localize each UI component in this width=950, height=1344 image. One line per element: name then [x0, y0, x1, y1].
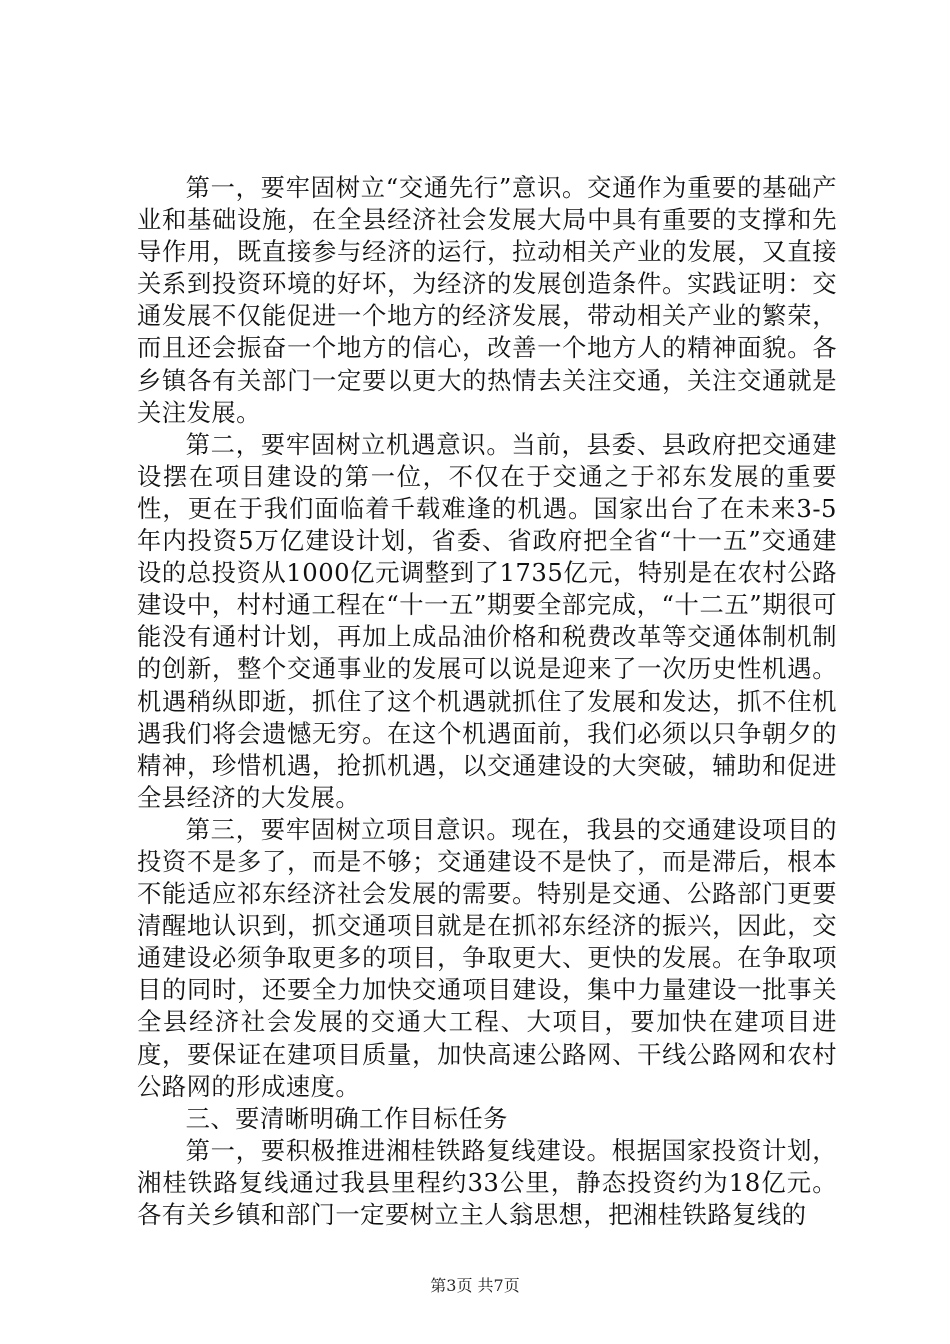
paragraph-project: 第三，要牢固树立项目意识。现在，我县的交通建设项目的投资不是多了，而是不够；交通建设不是快了，而是滞后，根本不能适应祁东经济社会发展的需要。特别是交通、公路部门更要清醒地认识到，抓交通项目就是在抓祁东经济的振兴，因此，交通建设必须争取更多的项目，争取更大、更快的发展。在争取项目的同时，还要全力加快交通项目建设，集中力量建设一批事关全县经济社会发展的交通大工程、大项目，要加快在建项目进度，要保证在建项目质量，加快高速公路网、干线公路网和农村公路网的形成速度。 — [137, 814, 837, 1101]
section-heading: 三、要清晰明确工作目标任务 — [185, 1103, 508, 1133]
paragraph-opportunity: 第二，要牢固树立机遇意识。当前，县委、县政府把交通建设摆在项目建设的第一位，不仅在于交通之于祁东发展的重要性，更在于我们面临着千载难逢的机遇。国家出台了在未来3-5年内投资5万亿建设计划，省委、省政府把全省“十一五”交通建设的总投资从1000亿元调整到了1735亿元，特别是在农村公路建设中，村村通工程在“十一五”期要全部完成，“十二五”期很可能没有通村计划，再加上成品油价格和税费改革等交通体制机制的创新，整个交通事业的发展可以说是迎来了一次历史性机遇。机遇稍纵即逝，抓住了这个机遇就抓住了发展和发达，抓不住机遇我们将会遗憾无穷。在这个机遇面前，我们必须以只争朝夕的精神，珍惜机遇，抢抓机遇，以交通建设的大突破，辅助和促进全县经济的大发展。 — [137, 429, 837, 812]
document-body — [137, 172, 837, 1231]
page-footer: 第3页 共7页 — [430, 1276, 520, 1295]
paragraph-traffic-first: 第一，要牢固树立“交通先行”意识。交通作为重要的基础产业和基础设施，在全县经济社会发展大局中具有重要的支撑和先导作用，既直接参与经济的运行，拉动相关产业的发展，又直接关系到投资环境的好坏，为经济的发展创造条件。实践证明：交通发展不仅能促进一个地方的经济发展，带动相关产业的繁荣，而且还会振奋一个地方的信心，改善一个地方人的精神面貌。各乡镇各有关部门一定要以更大的热情去关注交通，关注交通就是关注发展。 — [137, 173, 837, 427]
paragraph-railway: 第一，要积极推进湘桂铁路复线建设。根据国家投资计划，湘桂铁路复线通过我县里程约33公里，静态投资约为18亿元。各有关乡镇和部门一定要树立主人翁思想，把湘桂铁路复线的 — [137, 1135, 837, 1229]
